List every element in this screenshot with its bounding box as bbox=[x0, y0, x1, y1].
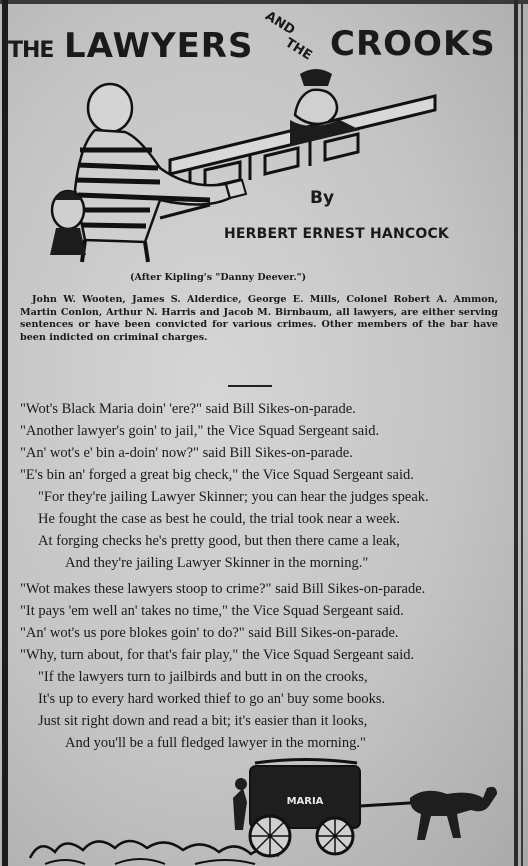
top-border bbox=[0, 0, 528, 4]
left-border bbox=[2, 0, 8, 866]
convict-figure bbox=[75, 84, 246, 262]
poem-line: And they're jailing Lawyer Skinner in the morning." bbox=[65, 555, 369, 571]
byline-by: By bbox=[310, 188, 335, 208]
wagon-label: MARIA bbox=[286, 796, 324, 807]
child-figure bbox=[50, 191, 86, 255]
poem-line: "It pays 'em well an' takes no time," the Vice Squad Sergeant said. bbox=[20, 603, 404, 619]
poem-line: "Wot's Black Maria doin' 'ere?" said Bill Sikes-on-parade. bbox=[20, 401, 356, 417]
poem-line: "For they're jailing Lawyer Skinner; you can hear the judges speak. bbox=[38, 489, 429, 505]
headline-the: THE bbox=[8, 38, 54, 63]
poem-line: He fought the case as best he could, the trial took near a week. bbox=[38, 511, 400, 527]
poem-line: At forging checks he's pretty good, but then there came a leak, bbox=[38, 533, 400, 549]
poem-line: And you'll be a full fledged lawyer in the morning." bbox=[65, 735, 366, 751]
judge-figure bbox=[290, 69, 360, 146]
poem-line: "An' wot's us pore blokes goin' to do?" said Bill Sikes-on-parade. bbox=[20, 625, 399, 641]
headline-lawyers: LAWYERS bbox=[64, 26, 254, 66]
headline-and: AND bbox=[262, 8, 298, 39]
subtitle: (After Kipling's "Danny Deever.") bbox=[130, 272, 307, 283]
right-border bbox=[514, 0, 518, 866]
poem-line: "Why, turn about, for that's fair play," the Vice Squad Sergeant said. bbox=[20, 647, 415, 663]
poem-line: "An' wot's e' bin a-doin' now?" said Bill Sikes-on-parade. bbox=[20, 445, 353, 461]
poem-line: "If the lawyers turn to jailbirds and butt in on the crooks, bbox=[38, 669, 368, 685]
poem-line: "E's bin an' forged a great big check," the Vice Squad Sergeant said. bbox=[20, 467, 414, 483]
editor-note: John W. Wooten, James S. Alderdice, George E. Mills, Colonel Robert A. Ammon, Martin Conlon, Arthur N. Harris and Jacob M. Birnbaum, all lawyers, are either serving sentences or have been convicted for various crimes. Other members of the bar have been indicted on criminal charges. bbox=[20, 294, 498, 343]
right-border-inner bbox=[521, 0, 523, 866]
byline-author: HERBERT ERNEST HANCOCK bbox=[224, 226, 449, 242]
black-maria-wagon bbox=[225, 758, 515, 866]
section-rule bbox=[228, 385, 272, 387]
headline-the-second: THE bbox=[282, 35, 315, 64]
poem-line: It's up to every hard worked thief to go an' buy some books. bbox=[38, 691, 386, 707]
poem-line: "Wot makes these lawyers stoop to crime?" said Bill Sikes-on-parade. bbox=[20, 581, 426, 597]
poem-line: "Another lawyer's goin' to jail," the Vice Squad Sergeant said. bbox=[20, 423, 380, 439]
headline-crooks: CROOKS bbox=[330, 24, 496, 64]
poem-line: Just sit right down and read a bit; it's easier than it looks, bbox=[38, 713, 368, 729]
